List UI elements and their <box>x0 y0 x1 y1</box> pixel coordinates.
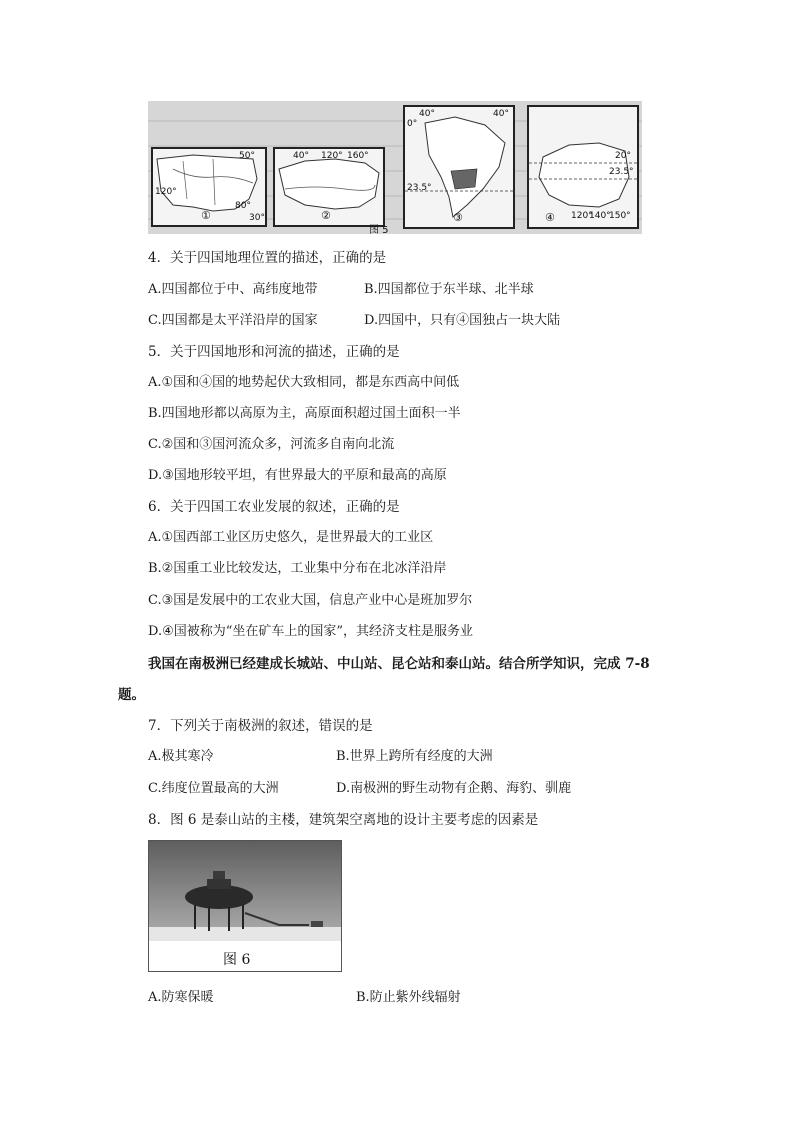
map-1 <box>151 147 267 227</box>
question-4-option-c: C.四国都是太平洋沿岸的国家 <box>148 313 318 328</box>
map-3-label-0: 40° <box>419 109 435 119</box>
figure-6-caption: 图 6 <box>223 952 251 968</box>
map-4-number: ④ <box>545 211 555 224</box>
question-8-option-a: A.防寒保暖 <box>148 990 214 1005</box>
map-2-number: ② <box>321 209 331 222</box>
map-4-label-3: 140° <box>589 211 611 221</box>
question-6-option-d: D.④国被称为“坐在矿车上的国家”，其经济支柱是服务业 <box>148 624 474 639</box>
question-6-stem: 6．关于四国工农业发展的叙述，正确的是 <box>148 499 400 515</box>
question-7-option-d: D.南极洲的野生动物有企鹅、海豹、驯鹿 <box>336 781 572 796</box>
map-1-label-1: 120° <box>155 187 177 197</box>
map-4-label-0: 20° <box>615 151 631 161</box>
map-1-number: ① <box>201 209 211 222</box>
map-4-label-1: 23.5° <box>609 167 634 177</box>
map-3-outline <box>405 107 513 227</box>
map-2-label-0: 40° <box>293 151 309 161</box>
question-4-option-d: D.四国中，只有④国独占一块大陆 <box>364 313 561 328</box>
map-1-label-3: 30° <box>249 213 265 223</box>
map-4-label-2: 120° <box>571 211 593 221</box>
question-4-stem: 4．关于四国地理位置的描述，正确的是 <box>148 250 387 266</box>
question-8-stem: 8．图 6 是泰山站的主楼，建筑架空离地的设计主要考虑的因素是 <box>148 812 539 828</box>
map-1-label-0: 50° <box>239 151 255 161</box>
question-6-option-a: A.①国西部工业区历史悠久，是世界最大的工业区 <box>148 530 434 545</box>
map-3-label-1: 40° <box>493 109 509 119</box>
map-2 <box>273 147 385 227</box>
question-7-option-c: C.纬度位置最高的大洲 <box>148 781 279 796</box>
map-4 <box>527 105 639 229</box>
question-5-option-b: B.四国地形都以高原为主，高原面积超过国土面积一半 <box>148 406 461 421</box>
map-4-label-4: 150° <box>609 211 631 221</box>
map-3-label-3: 23.5° <box>407 183 432 193</box>
intro-line-2: 题。 <box>118 687 145 703</box>
question-5-option-d: D.③国地形较平坦，有世界最大的平原和最高的高原 <box>148 468 447 483</box>
figure-6-photo <box>148 840 342 972</box>
question-6-option-c: C.③国是发展中的工农业大国，信息产业中心是班加罗尔 <box>148 593 473 608</box>
question-7-option-b: B.世界上跨所有经度的大洲 <box>336 749 493 764</box>
map-2-label-2: 160° <box>347 151 369 161</box>
map-3 <box>403 105 515 229</box>
question-4-option-b: B.四国都位于东半球、北半球 <box>364 282 534 297</box>
question-7-stem: 7．下列关于南极洲的叙述，错误的是 <box>148 718 373 734</box>
question-5-option-a: A.①国和④国的地势起伏大致相同，都是东西高中间低 <box>148 375 460 390</box>
map-3-number: ③ <box>453 211 463 224</box>
intro-line-1: 我国在南极洲已经建成长城站、中山站、昆仑站和泰山站。结合所学知识，完成 7-8 <box>148 656 650 672</box>
question-8-option-b: B.防止紫外线辐射 <box>356 990 461 1005</box>
map-2-label-1: 120° <box>321 151 343 161</box>
map-1-label-2: 80° <box>235 201 251 211</box>
figure-5 <box>148 101 642 234</box>
figure-5-caption: 图 5 <box>369 225 389 234</box>
map-3-label-2: 0° <box>407 119 418 129</box>
question-7-option-a: A.极其寒冷 <box>148 749 214 764</box>
question-5-stem: 5．关于四国地形和河流的描述，正确的是 <box>148 344 400 360</box>
question-5-option-c: C.②国和③国河流众多，河流多自南向北流 <box>148 437 395 452</box>
question-4-option-a: A.四国都位于中、高纬度地带 <box>148 282 318 297</box>
question-6-option-b: B.②国重工业比较发达，工业集中分布在北冰洋沿岸 <box>148 561 447 576</box>
